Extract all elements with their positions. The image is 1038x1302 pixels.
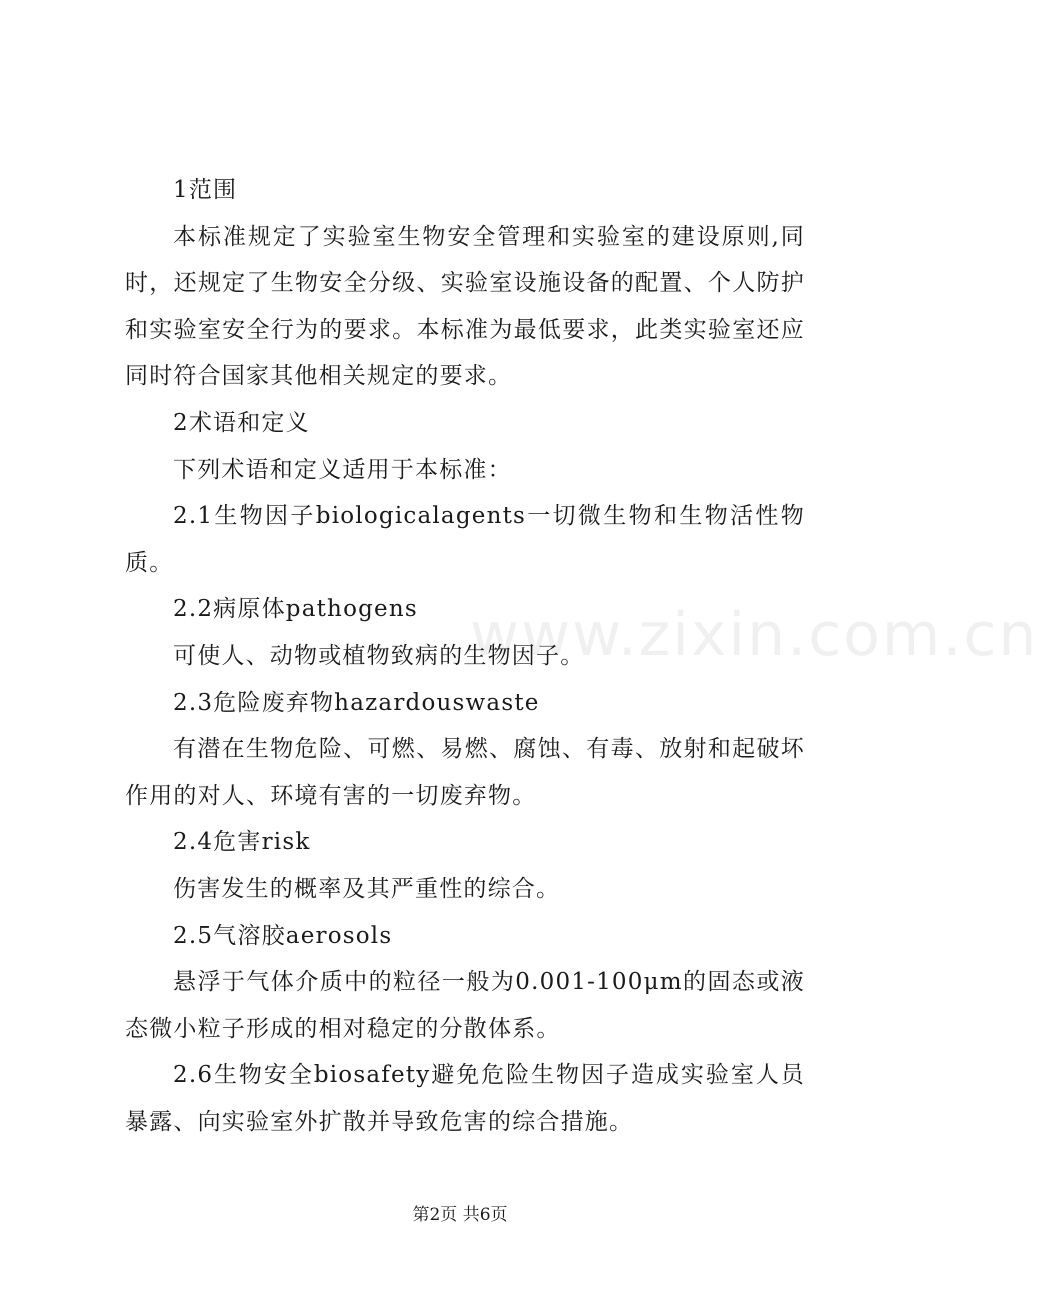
term-2-2-definition: 可使人、动物或植物致病的生物因子。: [173, 642, 585, 669]
term-2-1: 2.1生物因子biologicalagents一切微生物和生物活性物质。: [125, 503, 805, 576]
term-2-6: 2.6生物安全biosafety避免危险生物因子造成实验室人员暴露、向实验室外扩散并导致危害的综合措施。: [125, 1062, 805, 1135]
term-2-2: 2.2病原体pathogens: [173, 596, 418, 623]
term-2-3-definition: 有潜在生物危险、可燃、易燃、腐蚀、有毒、放射和起破坏作用的对人、环境有害的一切废弃物。: [125, 736, 805, 809]
term-2-5: 2.5气溶胶aerosols: [173, 922, 393, 949]
term-2-5-definition: 悬浮于气体介质中的粒径一般为0.001-100μm的固态或液态微小粒子形成的相对稳定的分散体系。: [125, 969, 805, 1042]
term-2-4-definition: 伤害发生的概率及其严重性的综合。: [173, 875, 561, 902]
term-2-3: 2.3危险废弃物hazardouswaste: [173, 689, 540, 716]
watermark: www.zixin.com.cn: [470, 600, 1038, 670]
paragraph-scope-text: 本标准规定了实验室生物安全管理和实验室的建设原则,同时，还规定了生物安全分级、实验室设施设备的配置、个人防护和实验室安全行为的要求。本标准为最低要求，此类实验室还应同时符合国家其他相关规定的要求。: [125, 223, 805, 390]
paragraph-terms-intro: 下列术语和定义适用于本标准：: [173, 456, 512, 483]
page-footer: 第2页 共6页: [412, 1205, 508, 1225]
term-2-4: 2.4危害risk: [173, 829, 311, 856]
document-body: [125, 167, 805, 1145]
section-heading-terms: 2术语和定义: [173, 409, 310, 436]
section-heading-scope: 1范围: [173, 177, 238, 203]
